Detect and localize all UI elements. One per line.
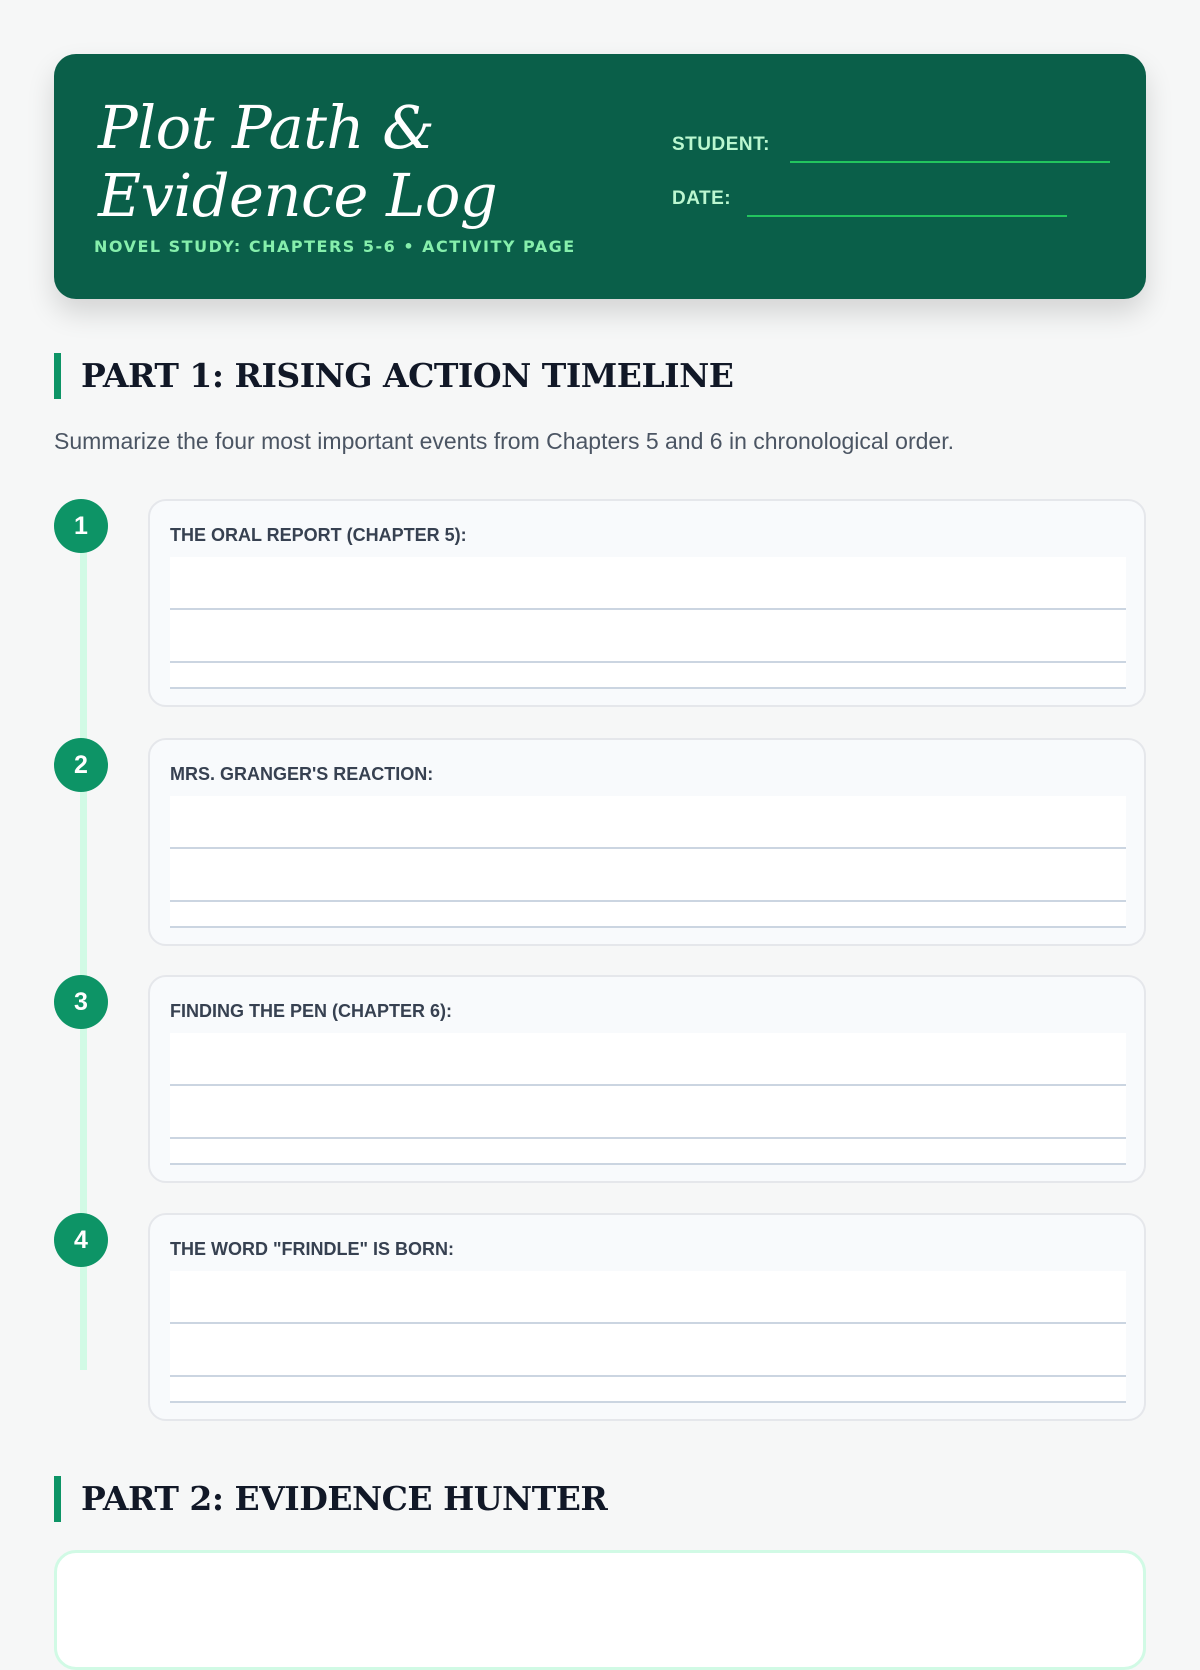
event-label: THE ORAL REPORT (CHAPTER 5):: [170, 525, 467, 545]
step-number-badge: 3: [54, 975, 108, 1029]
part1-heading: PART 1: RISING ACTION TIMELINE: [54, 353, 733, 399]
writing-line: [170, 1163, 1126, 1165]
writing-line: [170, 687, 1126, 689]
event-response-area[interactable]: [170, 1271, 1126, 1403]
event-response-area[interactable]: [170, 1033, 1126, 1165]
writing-line: [170, 900, 1126, 902]
timeline-event-card: [148, 1213, 1146, 1421]
page-title: Plot Path & Evidence Log: [98, 93, 498, 230]
part1-instructions: Summarize the four most important events from Chapters 5 and 6 in chronological order.: [54, 428, 954, 454]
date-field[interactable]: [747, 215, 1067, 217]
date-label: DATE:: [672, 188, 732, 209]
student-label: STUDENT:: [672, 134, 770, 155]
writing-line: [170, 1084, 1126, 1086]
step-number-badge: 2: [54, 738, 108, 792]
worksheet-header: [54, 54, 1146, 299]
writing-line: [170, 847, 1126, 849]
writing-line: [170, 608, 1126, 610]
event-label: FINDING THE PEN (CHAPTER 6):: [170, 1001, 453, 1021]
event-response-area[interactable]: [170, 557, 1126, 689]
writing-line: [170, 926, 1126, 928]
step-number-badge: 1: [54, 499, 108, 553]
writing-line: [170, 1375, 1126, 1377]
evidence-card: [54, 1550, 1146, 1670]
page-subtitle: NOVEL STUDY: CHAPTERS 5-6 • ACTIVITY PAGE: [94, 237, 576, 256]
event-label: MRS. GRANGER'S REACTION:: [170, 764, 434, 784]
event-label: THE WORD "FRINDLE" IS BORN:: [170, 1239, 455, 1259]
part2-heading: PART 2: EVIDENCE HUNTER: [54, 1476, 607, 1522]
timeline-event-card: [148, 738, 1146, 946]
timeline-event-card: [148, 499, 1146, 707]
event-response-area[interactable]: [170, 796, 1126, 928]
student-name-field[interactable]: [790, 161, 1110, 163]
timeline-event-card: [148, 975, 1146, 1183]
writing-line: [170, 1137, 1126, 1139]
writing-line: [170, 1401, 1126, 1403]
writing-line: [170, 1322, 1126, 1324]
step-number-badge: 4: [54, 1213, 108, 1267]
writing-line: [170, 661, 1126, 663]
